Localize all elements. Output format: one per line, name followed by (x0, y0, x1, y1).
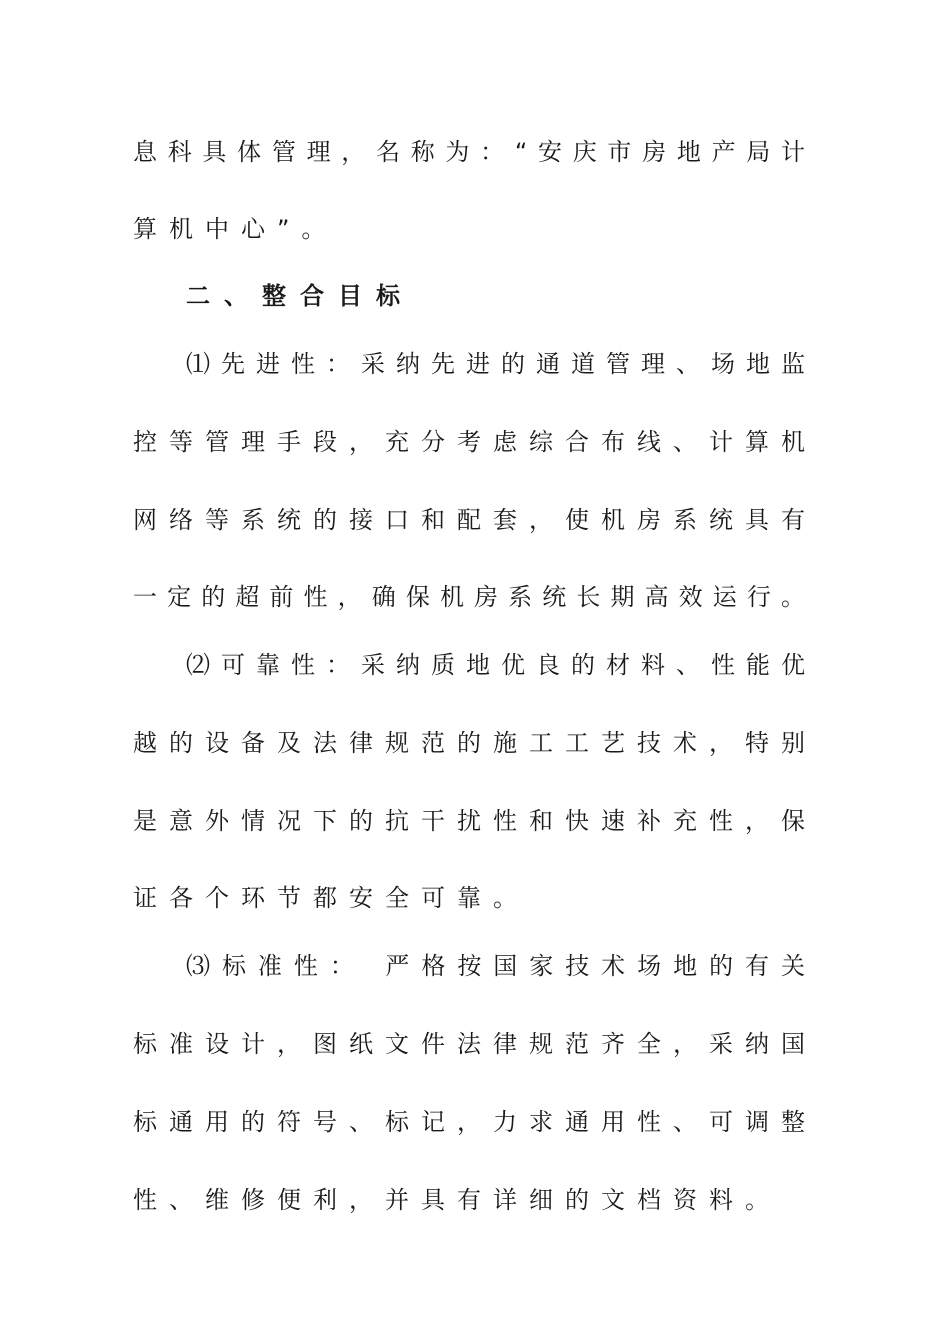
paragraph-line: 控等管理手段，充分考虑综合布线、计算机 (133, 428, 805, 456)
paragraph-line: 证各个环节都安全可靠。 (133, 884, 529, 912)
paragraph-line: 标准设计，图纸文件法律规范齐全，采纳国 (133, 1030, 805, 1058)
paragraph-line: 性、维修便利，并具有详细的文档资料。 (133, 1186, 781, 1214)
paragraph-line: 算机中心”。 (133, 215, 338, 243)
paragraph-line: ⑶标准性： 严格按国家技术场地的有关 (186, 952, 805, 980)
paragraph-line: 息科具体管理，名称为：“安庆市房地产局计 (133, 138, 805, 166)
paragraph-line: ⑴先进性：采纳先进的通道管理、场地监 (186, 350, 805, 378)
paragraph-line: 一定的超前性，确保机房系统长期高效运行。 (133, 583, 805, 611)
paragraph-line: 是意外情况下的抗干扰性和快速补充性，保 (133, 807, 805, 835)
paragraph-line: 标通用的符号、标记，力求通用性、可调整 (133, 1108, 805, 1136)
section-heading: 二、整合目标 (186, 282, 414, 310)
paragraph-line: 越的设备及法律规范的施工工艺技术，特别 (133, 729, 805, 757)
paragraph-line: 网络等系统的接口和配套，使机房系统具有 (133, 506, 805, 534)
paragraph-line: ⑵可靠性：采纳质地优良的材料、性能优 (186, 651, 805, 679)
